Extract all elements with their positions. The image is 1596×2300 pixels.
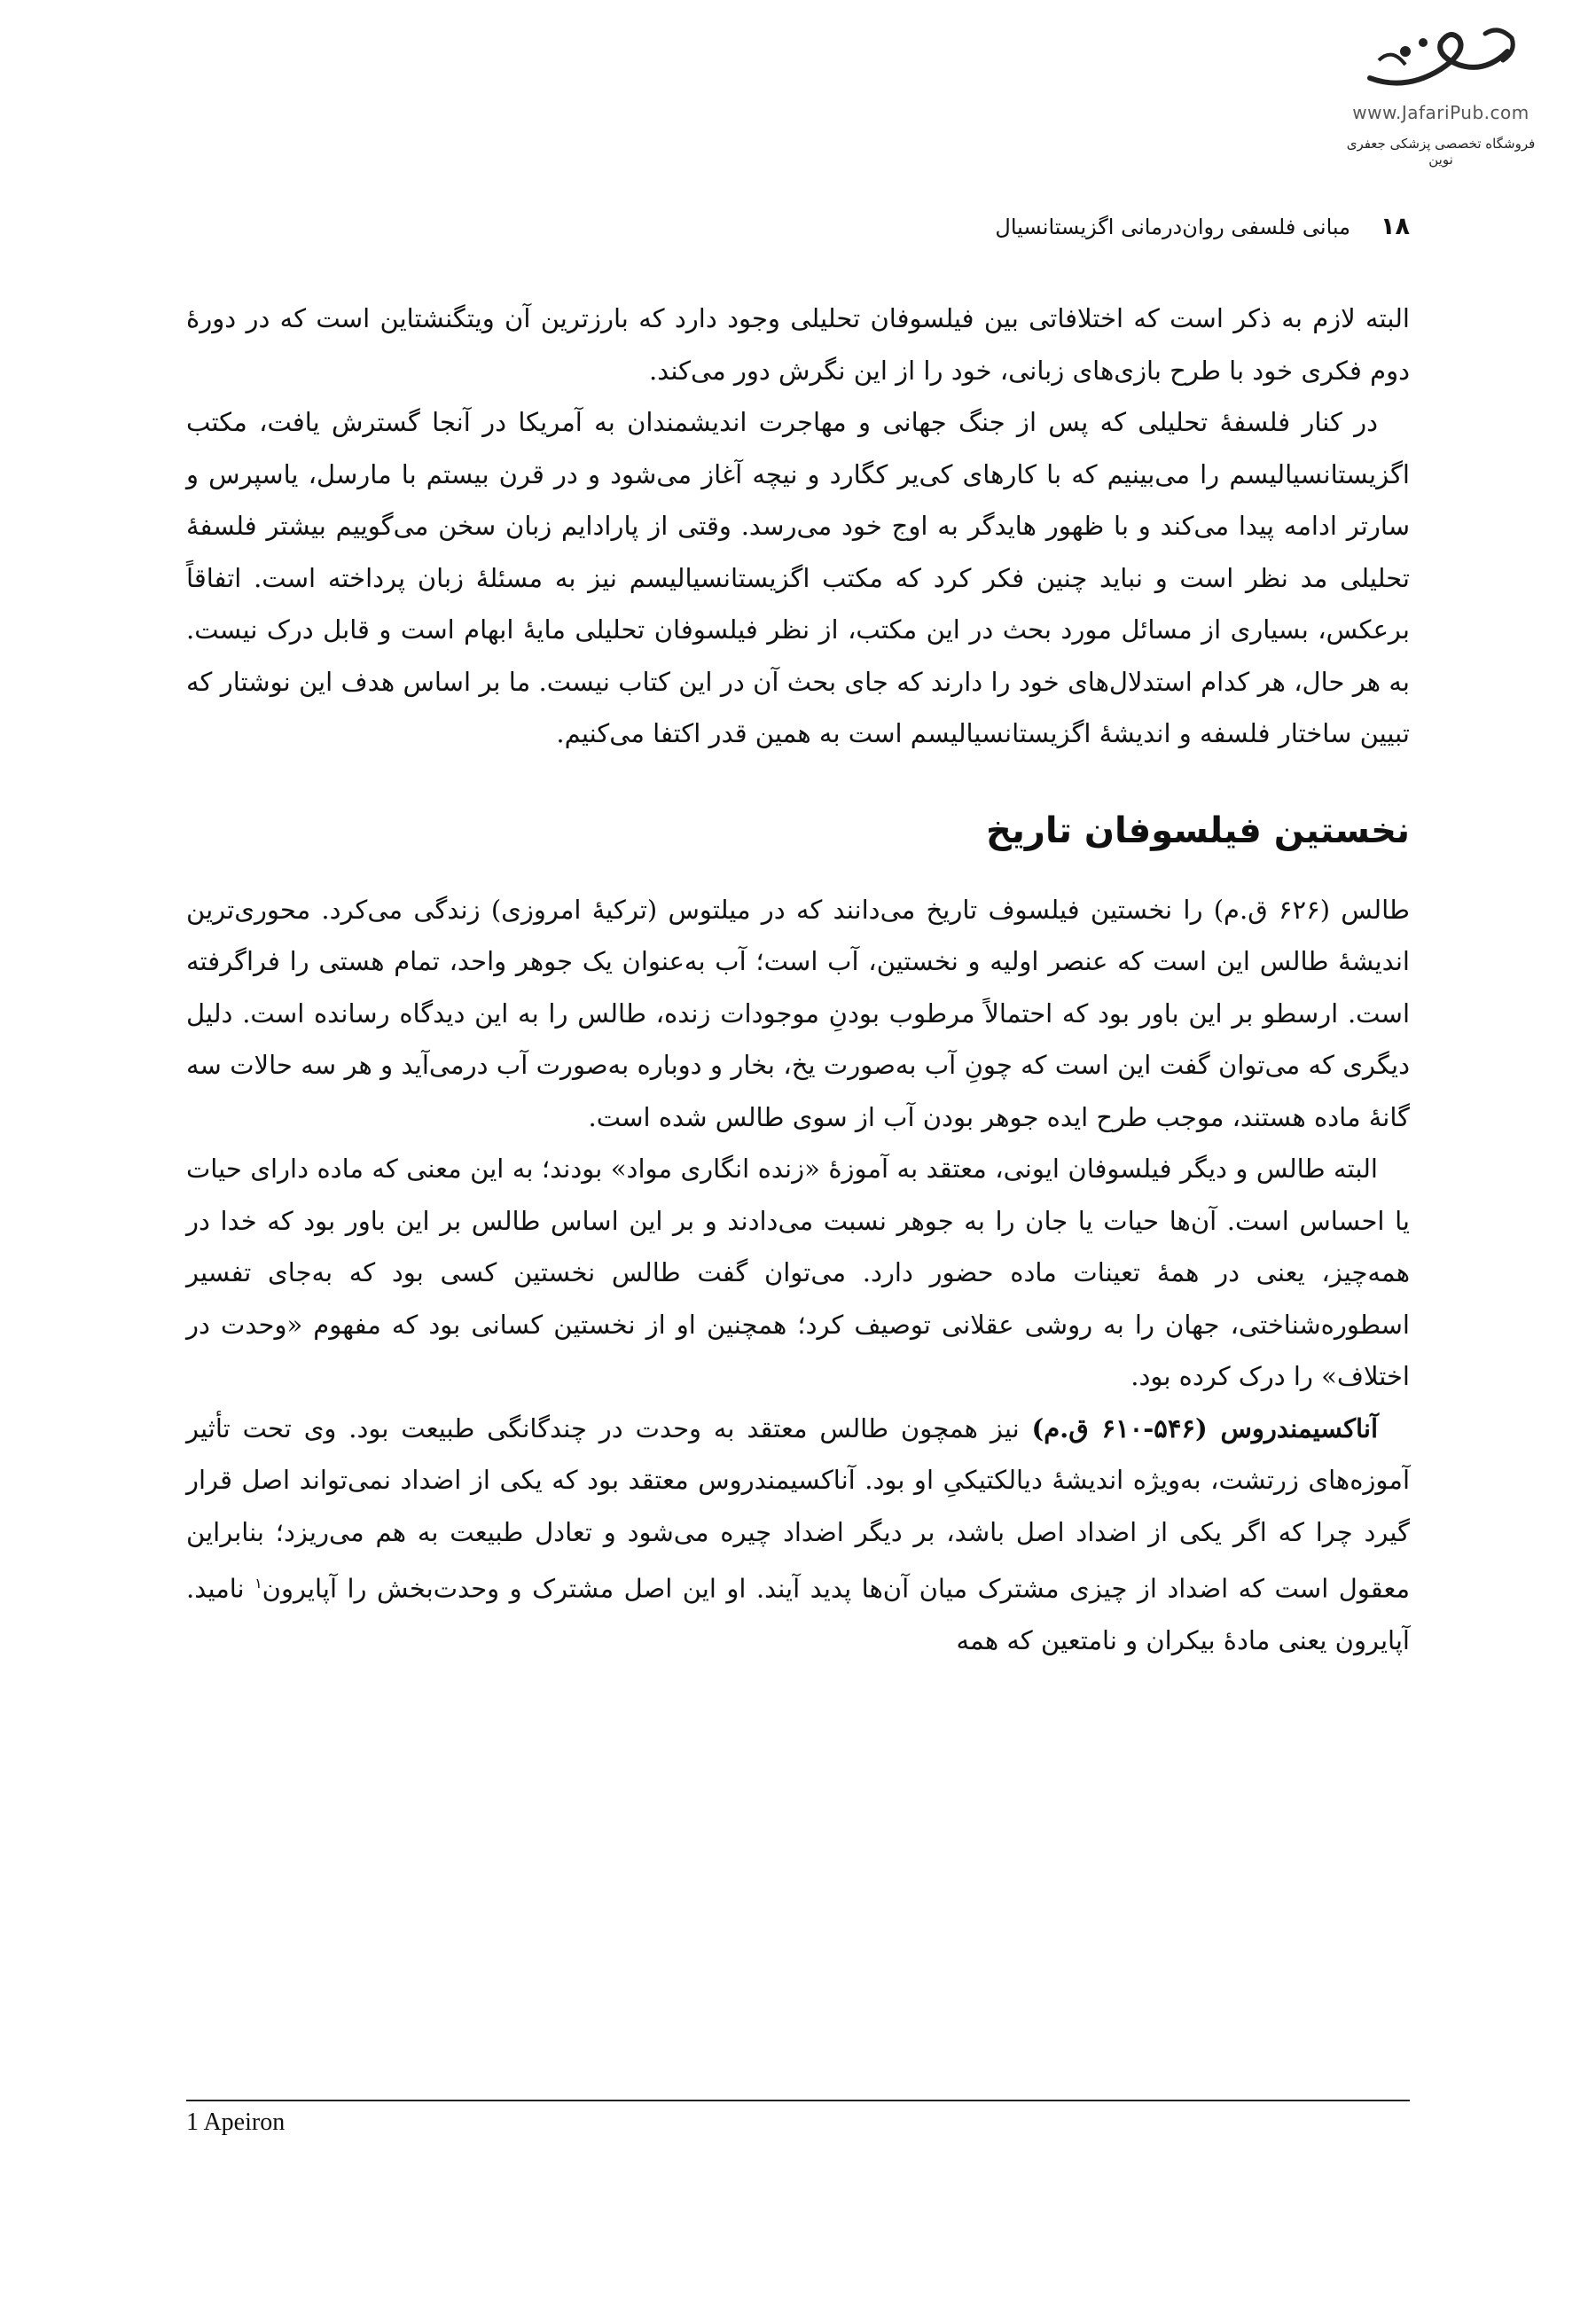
running-head <box>186 213 1410 248</box>
calligraphy-logo-icon <box>1352 16 1530 100</box>
footnote-marker[interactable]: ۱ <box>254 1575 262 1592</box>
paragraph-intro-1: البته لازم به ذکر است که اختلافاتی بین فیلسوفان تحلیلی وجود دارد که بارزترین آن ویتگنشتاین است که در دورۀ دوم فکری خود با طرح بازی‌های زبانی، خود را از این نگرش دور می‌کند. <box>186 303 1410 386</box>
anaximander-term: آناکسیمندروس (۵۴۶-۶۱۰ ق.م) <box>1031 1412 1379 1443</box>
section-heading: نخستین فیلسوفان تاریخ <box>986 810 1410 851</box>
page-number: ۱۸ <box>1381 213 1410 240</box>
publisher-url: www.JafariPub.com <box>1352 102 1530 123</box>
paragraph-thales-1: طالس (۶۲۶ ق.م) را نخستین فیلسوف تاریخ می‌دانند که در میلتوس (ترکیۀ امروزی) زندگی می‌کرد. محوری‌ترین اندیشۀ طالس این است که عنصر اولیه و نخستین، آب است؛ آب به‌عنوان یک جوهر واحد، تمام هستی را فراگرفته است. ارسطو بر این باور بود که احتمالاً مرطوب بودنِ موجودات زنده، طالس را به این دیدگاه رسانده است. دلیل دیگری که می‌توان گفت این است که چونِ آب به‌صورت یخ، بخار و دوباره به‌صورت آب درمی‌آید و هر سه حالات سه گانۀ ماده هستند، موجب طرح ایده جوهر بودن آب از سوی طالس شده است. <box>186 894 1410 1132</box>
footnote-text: 1 Apeiron <box>186 2108 286 2136</box>
paragraph-intro-2: در کنار فلسفۀ تحلیلی که پس از جنگ جهانی و مهاجرت اندیشمندان به آمریکا در آنجا گسترش یافت، مکتب اگزیستانسیالیسم را می‌بینیم که با کارهای کی‌یر کگارد و نیچه آغاز می‌شود و در قرن بیستم با مارسل، یاسپرس و سارتر ادامه پیدا می‌کند و با ظهور هایدگر به اوج خود می‌رسد. وقتی از پارادایم زبان سخن می‌گوییم بیشتر فلسفۀ تحلیلی مد نظر است و نباید چنین فکر کرد که مکتب اگزیستانسیالیسم نیز به مسئلۀ زبان پرداخته است. اتفاقاً برعکس، بسیاری از مسائل مورد بحث در این مکتب، از نظر فیلسوفان تحلیلی مایۀ ابهام است و قابل درک نیست. به هر حال، هر کدام استدلال‌های خود را دارند که جای بحث آن در این کتاب نیست. ما بر اساس هدف این نوشتار که تبیین ساختار فلسفه و اندیشۀ اگزیستانسیالیسم است به همین قدر اکتفا می‌کنیم. <box>186 407 1410 748</box>
book-title: مبانی فلسفی روان‌درمانی اگزیستانسیال <box>995 215 1351 239</box>
paragraph-thales-2: البته طالس و دیگر فیلسوفان ایونی، معتقد به آموزۀ «زنده انگاری مواد» بودند؛ به این معنی که ماده دارای حیات یا احساس است. آن‌ها حیات یا جان را به جوهر نسبت می‌دادند و بر این اساس طالس بر این باور بود که خدا در همه‌چیز، یعنی در همۀ تعینات ماده حضور دارد. می‌توان گفت طالس نخستین کسی بود که به‌جای تفسیر اسطوره‌شناختی، جهان را به روشی عقلانی توصیف کرد؛ همچنین او از نخستین کسانی بود که مفهوم «وحدت در اختلاف» را درک کرده بود. <box>186 1154 1410 1391</box>
publisher-logo <box>1339 16 1543 168</box>
store-name: فروشگاه تخصصی پزشکی جعفری نوین <box>1346 136 1536 168</box>
paragraph-anaximander <box>186 1403 1410 1667</box>
anaximander-text-continued: نامید. آپایرون یعنی مادۀ بیکران و نامتعین که همه <box>186 1573 1410 1656</box>
anaximander-text: نیز همچون طالس معتقد به وحدت در چندگانگی طبیعت بود. وی تحت تأثیر آموزه‌های زرتشت، به‌ویژه اندیشۀ دیالکتیکیِ او بود. آناکسیمندروس معتقد بود که یکی از اضداد نمی‌تواند اصل قرار گیرد چرا که اگر یکی از اضداد اصل باشد، بر دیگر اضداد چیره می‌شود و تعادل طبیعت به هم می‌ریزد؛ بنابراین معقول است که اضداد از چیزی مشترک میان آن‌ها پدید آیند. او این اصل مشترک و وحدت‌بخش را آپایرون <box>186 1412 1410 1604</box>
page-body <box>186 293 1410 1667</box>
footnote-divider <box>186 2100 1410 2101</box>
